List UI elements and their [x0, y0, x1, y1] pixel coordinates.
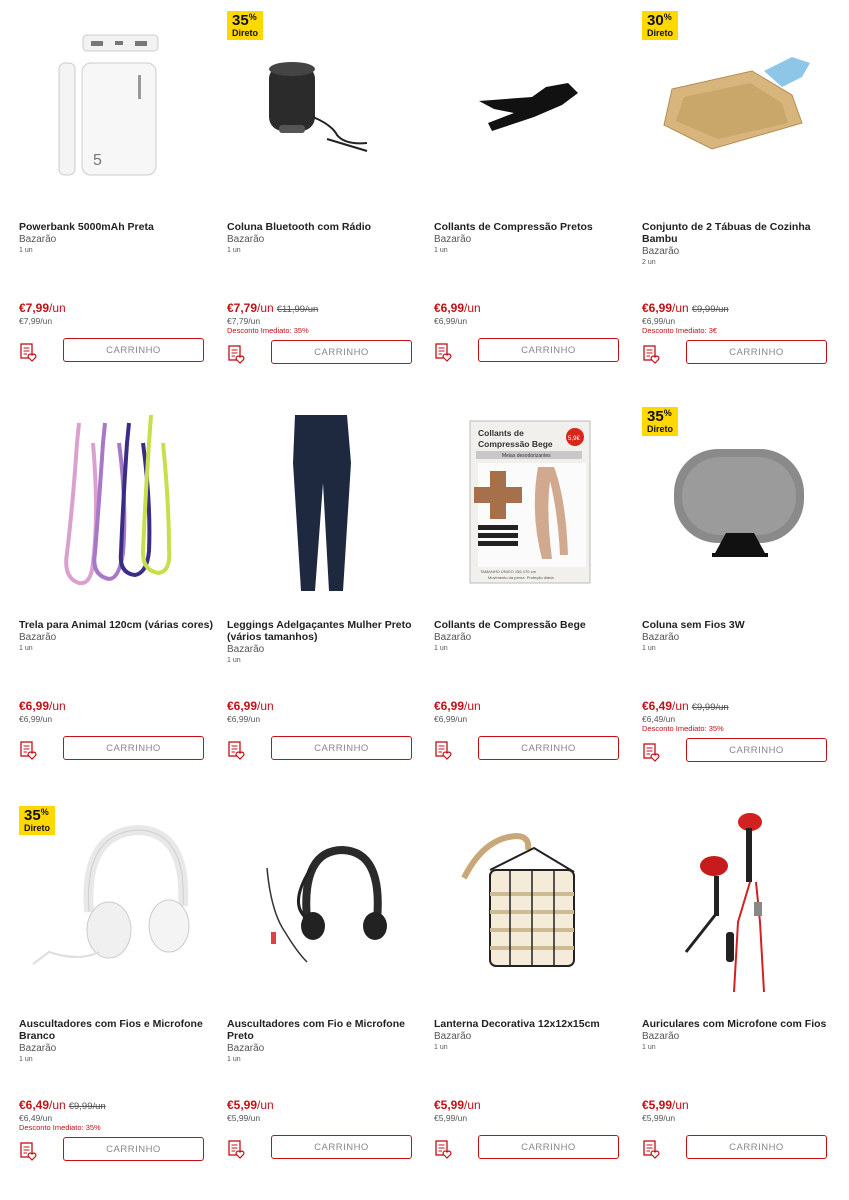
product-image[interactable]: [19, 5, 219, 205]
price-per-unit: €6,49/un: [642, 714, 676, 724]
price-value: €6,49: [642, 699, 673, 713]
price-per-unit: €5,99/un: [642, 1113, 676, 1123]
product-quantity: 1 un: [434, 1044, 448, 1051]
old-price: €9,99/un: [691, 702, 729, 713]
product-price: [19, 1098, 106, 1112]
add-to-cart-button[interactable]: CARRINHO: [271, 340, 412, 364]
product-card: [19, 403, 219, 793]
product-quantity: 2 un: [642, 259, 656, 266]
price-per-unit: €6,99/un: [434, 714, 468, 724]
product-quantity: 1 un: [434, 247, 448, 254]
price-value: €5,99: [227, 1098, 258, 1112]
price-value: €6,99: [227, 699, 258, 713]
price-per-unit: €6,99/un: [19, 714, 53, 724]
product-card: [19, 5, 219, 395]
price-per-unit: €6,49/un: [19, 1113, 53, 1123]
product-brand: Bazarão: [642, 632, 680, 643]
add-to-list-icon[interactable]: [227, 740, 247, 760]
badge-symbol: %: [40, 807, 49, 817]
product-name[interactable]: Lanterna Decorativa 12x12x15cm: [434, 1018, 600, 1030]
price-value: €6,99: [434, 699, 465, 713]
price-unit: /un: [672, 1098, 689, 1112]
add-to-cart-button[interactable]: CARRINHO: [63, 338, 204, 362]
product-image[interactable]: [19, 403, 219, 603]
price-per-unit: €7,99/un: [19, 316, 53, 326]
add-to-cart-button[interactable]: CARRINHO: [478, 1135, 619, 1159]
price-unit: /un: [257, 699, 274, 713]
product-image[interactable]: [642, 802, 842, 1002]
price-per-unit: €6,99/un: [227, 714, 261, 724]
product-quantity: 1 un: [642, 645, 656, 652]
product-price: [19, 699, 66, 713]
product-image[interactable]: [434, 403, 634, 603]
product-quantity: 1 un: [19, 1056, 33, 1063]
product-brand: Bazarão: [19, 234, 57, 245]
add-to-list-icon[interactable]: [642, 344, 662, 364]
price-unit: /un: [257, 301, 274, 315]
product-price: [227, 1098, 274, 1112]
product-name[interactable]: Collants de Compressão Bege: [434, 619, 586, 631]
product-card: [227, 802, 427, 1192]
add-to-list-icon[interactable]: [434, 342, 454, 362]
discount-text: Desconto Imediato: 35%: [227, 326, 309, 335]
product-card: [227, 5, 427, 395]
add-to-list-icon[interactable]: [19, 740, 39, 760]
price-unit: /un: [49, 1098, 66, 1112]
product-brand: Bazarão: [19, 632, 57, 643]
price-value: €7,99: [19, 301, 50, 315]
product-price: [227, 699, 274, 713]
add-to-list-icon[interactable]: [642, 1139, 662, 1159]
product-image[interactable]: [434, 5, 634, 205]
badge-label: Direto: [24, 823, 51, 833]
product-brand: Bazarão: [227, 644, 265, 655]
discount-text: Desconto Imediato: 3€: [642, 326, 718, 335]
package-subtitle: Meias desodorizantes: [502, 453, 551, 459]
badge-symbol: %: [663, 408, 672, 418]
price-per-unit: €6,99/un: [642, 316, 676, 326]
product-name[interactable]: Coluna sem Fios 3W: [642, 619, 745, 631]
add-to-list-icon[interactable]: [642, 742, 662, 762]
price-unit: /un: [49, 301, 66, 315]
old-price: €9,99/un: [68, 1101, 106, 1112]
product-card: [434, 802, 634, 1192]
product-name[interactable]: Auscultadores com Fios e Microfone Branco: [19, 1018, 203, 1042]
product-quantity: 1 un: [227, 1056, 241, 1063]
discount-badge: [642, 11, 678, 40]
add-to-list-icon[interactable]: [227, 344, 247, 364]
product-image[interactable]: [227, 802, 427, 1002]
product-price: [434, 301, 481, 315]
package-price-tag: 5,9€: [568, 436, 580, 442]
product-price: [434, 699, 481, 713]
discount-text: Desconto Imediato: 35%: [642, 724, 724, 733]
package-title: Collants de: [478, 428, 524, 438]
badge-label: Direto: [647, 28, 674, 38]
product-price: [642, 699, 729, 713]
badge-label: Direto: [232, 28, 259, 38]
discount-badge: [19, 806, 55, 835]
discount-text: Desconto Imediato: 35%: [19, 1123, 101, 1132]
add-to-cart-button[interactable]: CARRINHO: [63, 1137, 204, 1161]
price-value: €6,99: [434, 301, 465, 315]
package-title: Compressão Bege: [478, 439, 553, 449]
price-value: €5,99: [434, 1098, 465, 1112]
badge-label: Direto: [647, 424, 674, 434]
badge-percent: 30: [647, 12, 664, 29]
add-to-cart-button[interactable]: CARRINHO: [271, 1135, 412, 1159]
price-value: €7,79: [227, 301, 258, 315]
add-to-cart-button[interactable]: CARRINHO: [686, 340, 827, 364]
product-quantity: 1 un: [19, 645, 33, 652]
add-to-cart-button[interactable]: CARRINHO: [686, 1135, 827, 1159]
product-card: [19, 802, 219, 1192]
package-footer: TAMANHO ÚNICO 155-170 cm: [480, 569, 536, 574]
add-to-list-icon[interactable]: [434, 1139, 454, 1159]
price-per-unit: €5,99/un: [434, 1113, 468, 1123]
product-name[interactable]: Coluna Bluetooth com Rádio: [227, 221, 372, 233]
product-brand: Bazarão: [434, 1031, 472, 1042]
product-quantity: 1 un: [642, 1044, 656, 1051]
old-price: €9,99/un: [691, 304, 729, 315]
price-value: €6,99: [19, 699, 50, 713]
svg-text:5: 5: [93, 152, 102, 169]
price-unit: /un: [49, 699, 66, 713]
product-brand: Bazarão: [227, 234, 265, 245]
price-per-unit: €6,99/un: [434, 316, 468, 326]
product-price: [227, 301, 318, 315]
add-to-list-icon[interactable]: [19, 1141, 39, 1161]
add-to-cart-button[interactable]: CARRINHO: [63, 736, 204, 760]
product-name[interactable]: Conjunto de 2 Tábuas de Cozinha Bambu: [642, 221, 811, 245]
price-value: €6,49: [19, 1098, 50, 1112]
product-price: [434, 1098, 481, 1112]
badge-percent: 35: [647, 408, 664, 425]
product-quantity: 1 un: [227, 657, 241, 664]
product-brand: Bazarão: [434, 632, 472, 643]
product-price: [642, 301, 729, 315]
product-card: [434, 5, 634, 395]
product-brand: Bazarão: [434, 234, 472, 245]
product-name[interactable]: Powerbank 5000mAh Preta: [19, 221, 154, 233]
product-brand: Bazarão: [227, 1043, 265, 1054]
price-unit: /un: [672, 699, 689, 713]
badge-symbol: %: [663, 12, 672, 22]
add-to-list-icon[interactable]: [434, 740, 454, 760]
product-card: [642, 5, 842, 395]
price-unit: /un: [257, 1098, 274, 1112]
add-to-cart-button[interactable]: CARRINHO: [478, 736, 619, 760]
add-to-cart-button[interactable]: CARRINHO: [478, 338, 619, 362]
discount-badge: [227, 11, 263, 40]
product-brand: Bazarão: [19, 1043, 57, 1054]
product-name[interactable]: Auriculares com Microfone com Fios: [642, 1018, 827, 1030]
product-brand: Bazarão: [642, 246, 680, 257]
product-name[interactable]: Leggings Adelgaçantes Mulher Preto (vários tamanhos): [227, 619, 412, 643]
product-image[interactable]: [227, 403, 427, 603]
product-card: [434, 403, 634, 793]
add-to-cart-button[interactable]: CARRINHO: [686, 738, 827, 762]
price-unit: /un: [672, 301, 689, 315]
product-quantity: 1 un: [227, 247, 241, 254]
price-unit: /un: [464, 301, 481, 315]
product-brand: Bazarão: [642, 1031, 680, 1042]
add-to-list-icon[interactable]: [19, 342, 39, 362]
product-card: [227, 403, 427, 793]
product-price: [642, 1098, 689, 1112]
badge-symbol: %: [248, 12, 257, 22]
product-quantity: 1 un: [19, 247, 33, 254]
package-footer: Movimento da perna. Proteção diária: [488, 575, 554, 580]
product-image[interactable]: [434, 802, 634, 1002]
price-per-unit: €7,79/un: [227, 316, 261, 326]
product-card: [642, 802, 842, 1192]
old-price: €11,99/un: [276, 304, 319, 315]
badge-percent: 35: [232, 12, 249, 29]
badge-percent: 35: [24, 807, 41, 824]
price-unit: /un: [464, 1098, 481, 1112]
add-to-cart-button[interactable]: CARRINHO: [271, 736, 412, 760]
add-to-list-icon[interactable]: [227, 1139, 247, 1159]
price-value: €5,99: [642, 1098, 673, 1112]
discount-badge: [642, 407, 678, 436]
product-name[interactable]: Collants de Compressão Pretos: [434, 221, 593, 233]
price-unit: /un: [464, 699, 481, 713]
price-value: €6,99: [642, 301, 673, 315]
product-card: [642, 403, 842, 793]
product-price: [19, 301, 66, 315]
price-per-unit: €5,99/un: [227, 1113, 261, 1123]
product-name[interactable]: Auscultadores com Fio e Microfone Preto: [227, 1018, 405, 1042]
product-name[interactable]: Trela para Animal 120cm (várias cores): [19, 619, 213, 631]
product-quantity: 1 un: [434, 645, 448, 652]
